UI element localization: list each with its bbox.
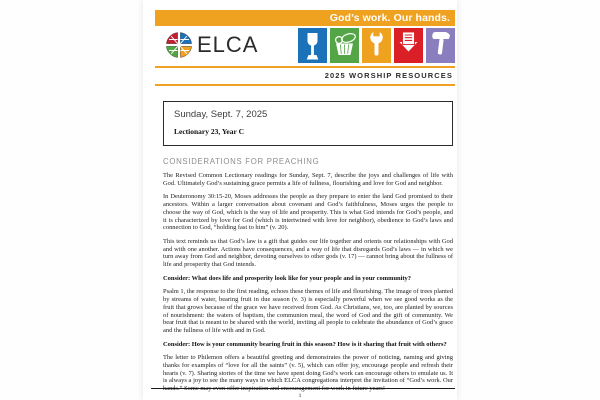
wrench-icon: [362, 28, 391, 63]
shovel-icon: [298, 28, 327, 63]
gold-divider-top: [155, 66, 455, 68]
tagline-text: God’s work. Our hands.: [329, 12, 450, 24]
date-heading: Sunday, Sept. 7, 2025: [174, 109, 268, 120]
resources-banner: 2025 WORSHIP RESOURCES: [324, 71, 453, 80]
elca-globe-cross-icon: [163, 28, 195, 62]
footer-rule: [151, 388, 455, 389]
section-heading: CONSIDERATIONS FOR PREACHING: [163, 157, 320, 166]
tagline-banner: [155, 10, 455, 26]
paragraph-philemon: The letter to Philemon offers a beautiful greeting and demonstrates the power of noticing, naming and giving thanks for examples of “love for all the saints” (v. 5), which can offer joy, encourage people and refresh their hearts (v. 7). Sharing stories of the time we have spent doing God’s work can encourage others to emulate us. It is always a joy to see the many ways in which ELCA congregations interpret the invitation of “God’s work. Our hands.” Some may even offer inspiration and encouragement for work in future years!: [163, 354, 453, 393]
date-box: [163, 101, 453, 146]
service-icons-strip: [298, 28, 455, 63]
preaching-notes: [163, 157, 453, 393]
consider-question-2: Consider: How is your community bearing fruit in this season? How is it sharing that fruit with others?: [163, 340, 447, 348]
lectionary-label: Lectionary 23, Year C: [174, 127, 244, 136]
worship-resources-page: [143, 0, 457, 400]
page-header: [143, 10, 457, 86]
hammer-icon: [426, 28, 455, 63]
food-basket-icon: [330, 28, 359, 63]
paragraph-intro: The Revised Common Lectionary readings for Sunday, Sept. 7, describe the joys and challenges of life with God. Ultimately God’s sustaining grace permits a life of fullness, flourishing and love for God and neighbor.: [163, 172, 453, 187]
paragraph-law-gift: This text reminds us that God’s law is a gift that guides our life together and orients our relationships with God and with one another. Actions have consequences, and a way of life that disregards God’s laws — in which we turn away from God and neighbor, devoting ourselves to other gods (v. 17) — cannot bring about the fullness of life and prosperity that God intends.: [163, 237, 453, 269]
letter-icon: [394, 28, 423, 63]
consider-question-1: Consider: What does life and prosperity look like for your people and in your community?: [163, 274, 411, 282]
elca-logo: [155, 28, 258, 62]
gold-divider-bottom: [155, 84, 455, 86]
elca-logotype: ELCA: [197, 32, 259, 57]
paragraph-deuteronomy: In Deuteronomy 30:15-20, Moses addresses the people as they prepare to enter the land God promised to their ancestors. Within a larger conversation about covenant and God’s faithfulness, Moses urges the people to choose the way of God, which is the way of life and prosperity. This is what God intends for God’s people, and it is characterized by love for God (which is intertwined with love for neighbor), obedience to God’s laws and connection to God, “holding fast to him” (v. 20).: [163, 193, 453, 232]
page-number: 1: [298, 393, 302, 399]
logo-row: [155, 27, 455, 63]
paragraph-psalm: Psalm 1, the response to the first reading, echoes these themes of life and flourishing. The image of trees planted by streams of water, bearing fruit in due season (v. 3) is especially powerful when we see good works as the fruit that grows because of the grace we have received from God. As Christians, we, too, are planted by sources of nourishment: the waters of baptism, the communion meal, the word of God and the gift of community. We bear fruit that is meant to be shared with the world, inviting all people to celebrate the abundance of God’s grace and the fullness of life with and in God.: [163, 288, 453, 334]
